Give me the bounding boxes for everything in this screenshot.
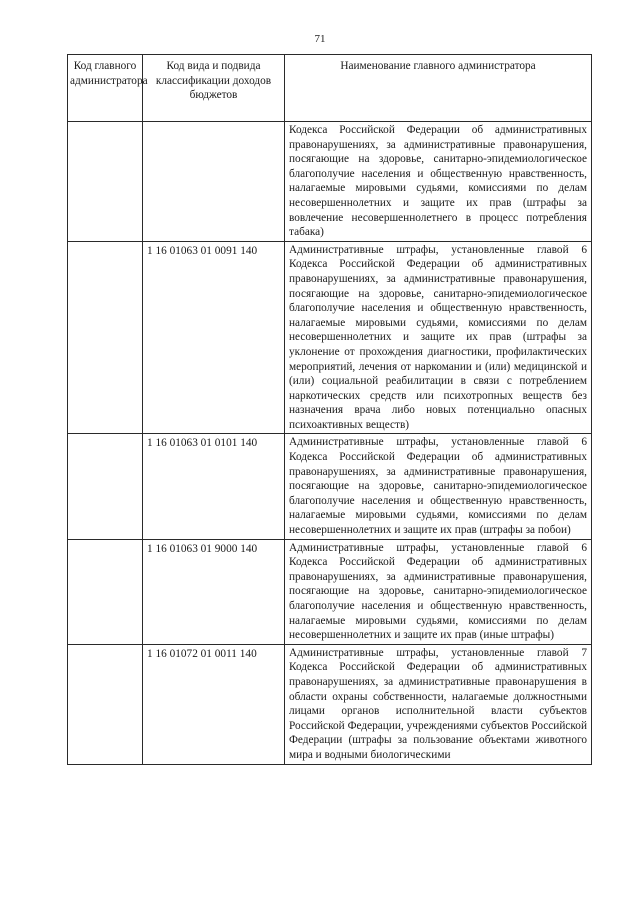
admin-name-cell: Административные штрафы, установленные главой 6 Кодекса Российской Федерации об административных правонарушениях, за административные правонарушения, посягающие на здоровье, санитарно-эпидемиологическое благополучие населения и общественную нравственность, налагаемые мировыми судьями, комиссиями по делам несовершеннолетних и защите их прав (штрафы за уклонение от прохождения диагностики, профилактических мероприятий, лечения от наркомании и (или) медицинской и (или) социальной реабилитации в связи с потреблением наркотических средств или психотропных веществ без назначения врача либо новых потенциально опасных психоактивных веществ) — [285, 241, 592, 434]
admin-name-cell: Административные штрафы, установленные главой 7 Кодекса Российской Федерации об административных правонарушениях, за административные правонарушения в области охраны собственности, налагаемые должностными лицами органов исполнительной власти субъектов Российской Федерации, учреждениями субъектов Российской Федерации (штрафы за пользование объектами животного мира и водными биологическими — [285, 644, 592, 764]
header-revenue-code: Код вида и подвида классификации доходов бюджетов — [143, 55, 285, 122]
header-admin-code: Код главного администратора — [68, 55, 143, 122]
admin-name-cell: Кодекса Российской Федерации об административных правонарушениях, за административные правонарушения, посягающие на здоровье, санитарно-эпидемиологическое благополучие населения и общественную нравственность, налагаемые мировыми судьями, комиссиями по делам несовершеннолетних и защите их прав (штрафы за вовлечение несовершеннолетнего в процесс потребления табака) — [285, 122, 592, 242]
admin-code-cell — [68, 644, 143, 764]
page-number: 71 — [314, 33, 326, 45]
table-row — [68, 434, 592, 539]
revenue-code-cell: 1 16 01063 01 9000 140 — [143, 539, 285, 644]
revenue-code-cell: 1 16 01063 01 0091 140 — [143, 241, 285, 434]
revenue-classification-table — [67, 54, 592, 765]
table-row — [68, 644, 592, 764]
admin-name-cell: Административные штрафы, установленные главой 6 Кодекса Российской Федерации об административных правонарушениях, за административные правонарушения, посягающие на здоровье, санитарно-эпидемиологическое благополучие населения и общественную нравственность, налагаемые мировыми судьями, комиссиями по делам несовершеннолетних и защите их прав (штрафы за побои) — [285, 434, 592, 539]
revenue-code-cell: 1 16 01072 01 0011 140 — [143, 644, 285, 764]
revenue-code-cell: 1 16 01063 01 0101 140 — [143, 434, 285, 539]
revenue-code-cell — [143, 122, 285, 242]
table-row — [68, 241, 592, 434]
admin-code-cell — [68, 241, 143, 434]
admin-code-cell — [68, 539, 143, 644]
table-row — [68, 122, 592, 242]
admin-code-cell — [68, 434, 143, 539]
table-row — [68, 539, 592, 644]
admin-code-cell — [68, 122, 143, 242]
admin-name-cell: Административные штрафы, установленные главой 6 Кодекса Российской Федерации об административных правонарушениях, за административные правонарушения, посягающие на здоровье, санитарно-эпидемиологическое благополучие населения и общественную нравственность, налагаемые мировыми судьями, комиссиями по делам несовершеннолетних и защите их прав (иные штрафы) — [285, 539, 592, 644]
header-admin-name: Наименование главного администратора — [285, 55, 592, 122]
table-header-row — [68, 55, 592, 122]
